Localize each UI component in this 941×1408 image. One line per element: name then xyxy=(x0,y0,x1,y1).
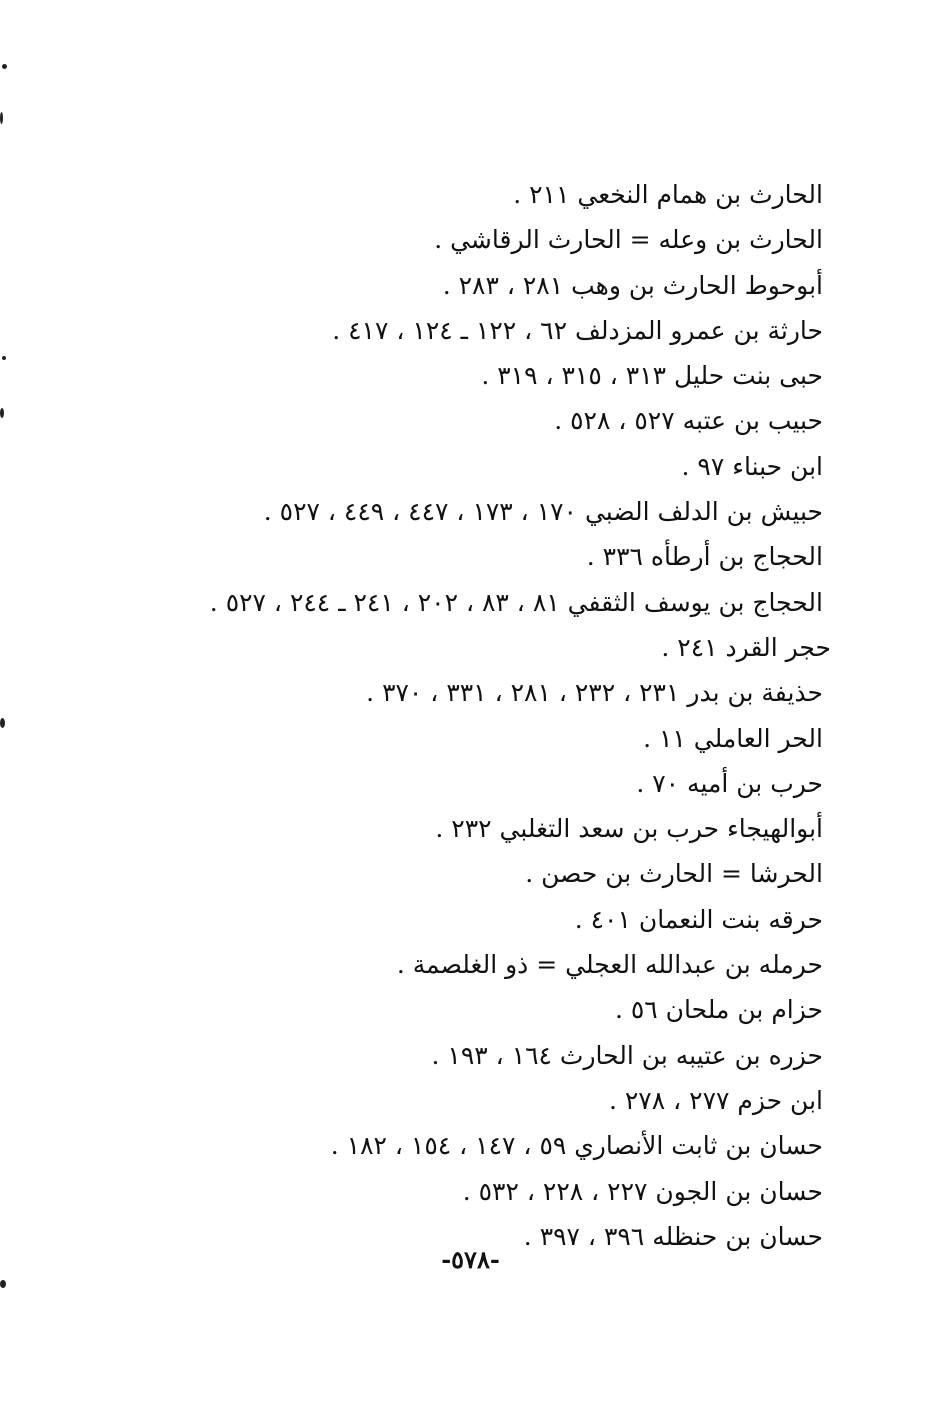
index-entry: الحجاج بن أرطأه ٣٣٦ . xyxy=(586,542,823,572)
index-entry: حزره بن عتيبه بن الحارث ١٦٤ ، ١٩٣ . xyxy=(431,1040,823,1070)
index-entry: حسان بن حنظله ٣٩٦ ، ٣٩٧ . xyxy=(523,1221,823,1251)
index-entry: حسان بن ثابت الأنصاري ٥٩ ، ١٤٧ ، ١٥٤ ، ١٨٢ . xyxy=(330,1131,823,1161)
index-entry: حجر القرد ٢٤١ . xyxy=(661,632,831,662)
index-entry: الحرشا = الحارث بن حصن . xyxy=(525,859,823,889)
scan-speck xyxy=(0,718,5,728)
scan-speck xyxy=(2,64,7,69)
index-entry: ابن حزم ٢٧٧ ، ٢٧٨ . xyxy=(608,1085,823,1115)
index-entry: حبيب بن عتبه ٥٢٧ ، ٥٢٨ . xyxy=(554,406,823,436)
index-entry: حذيفة بن بدر ٢٣١ ، ٢٣٢ ، ٢٨١ ، ٣٣١ ، ٣٧٠ . xyxy=(366,678,823,708)
index-entry: الحارث بن وعله = الحارث الرقاشي . xyxy=(434,225,823,255)
index-entry: أبوالهيجاء حرب بن سعد التغلبي ٢٣٢ . xyxy=(435,814,823,844)
index-entry: حسان بن الجون ٢٢٧ ، ٢٢٨ ، ٥٣٢ . xyxy=(462,1176,823,1206)
index-entry: الحارث بن همام النخعي ٢١١ . xyxy=(513,180,823,209)
index-entry: حبيش بن الدلف الضبي ١٧٠ ، ١٧٣ ، ٤٤٧ ، ٤٤٩ ، ٥٢٧ . xyxy=(263,497,823,527)
scan-speck xyxy=(0,408,4,418)
scan-speck xyxy=(0,112,3,124)
index-entry: حرقه بنت النعمان ٤٠١ . xyxy=(574,904,823,934)
index-entry: حارثة بن عمرو المزدلف ٦٢ ، ١٢٢ ـ ١٢٤ ، ٤١٧ . xyxy=(332,315,823,345)
index-entry: حرمله بن عبدالله العجلي = ذو الغلصمة . xyxy=(396,950,823,980)
index-entry: حبى بنت حليل ٣١٣ ، ٣١٥ ، ٣١٩ . xyxy=(481,361,823,391)
index-entry: حرب بن أميه ٧٠ . xyxy=(636,768,823,798)
page-number: -٥٧٨- xyxy=(441,1245,500,1274)
index-entry-list xyxy=(103,172,831,1259)
index-entry: أبوحوط الحارث بن وهب ٢٨١ ، ٢٨٣ . xyxy=(442,270,823,300)
index-entry: ابن حبناء ٩٧ . xyxy=(681,451,823,481)
index-entry: الحجاج بن يوسف الثقفي ٨١ ، ٨٣ ، ٢٠٢ ، ٢٤١ ـ ٢٤٤ ، ٥٢٧ . xyxy=(209,587,823,617)
scan-speck xyxy=(0,1280,6,1288)
scan-speck xyxy=(2,356,6,360)
index-entry: الحر العاملي ١١ . xyxy=(643,723,823,753)
index-entry: حزام بن ملحان ٥٦ . xyxy=(614,995,823,1025)
